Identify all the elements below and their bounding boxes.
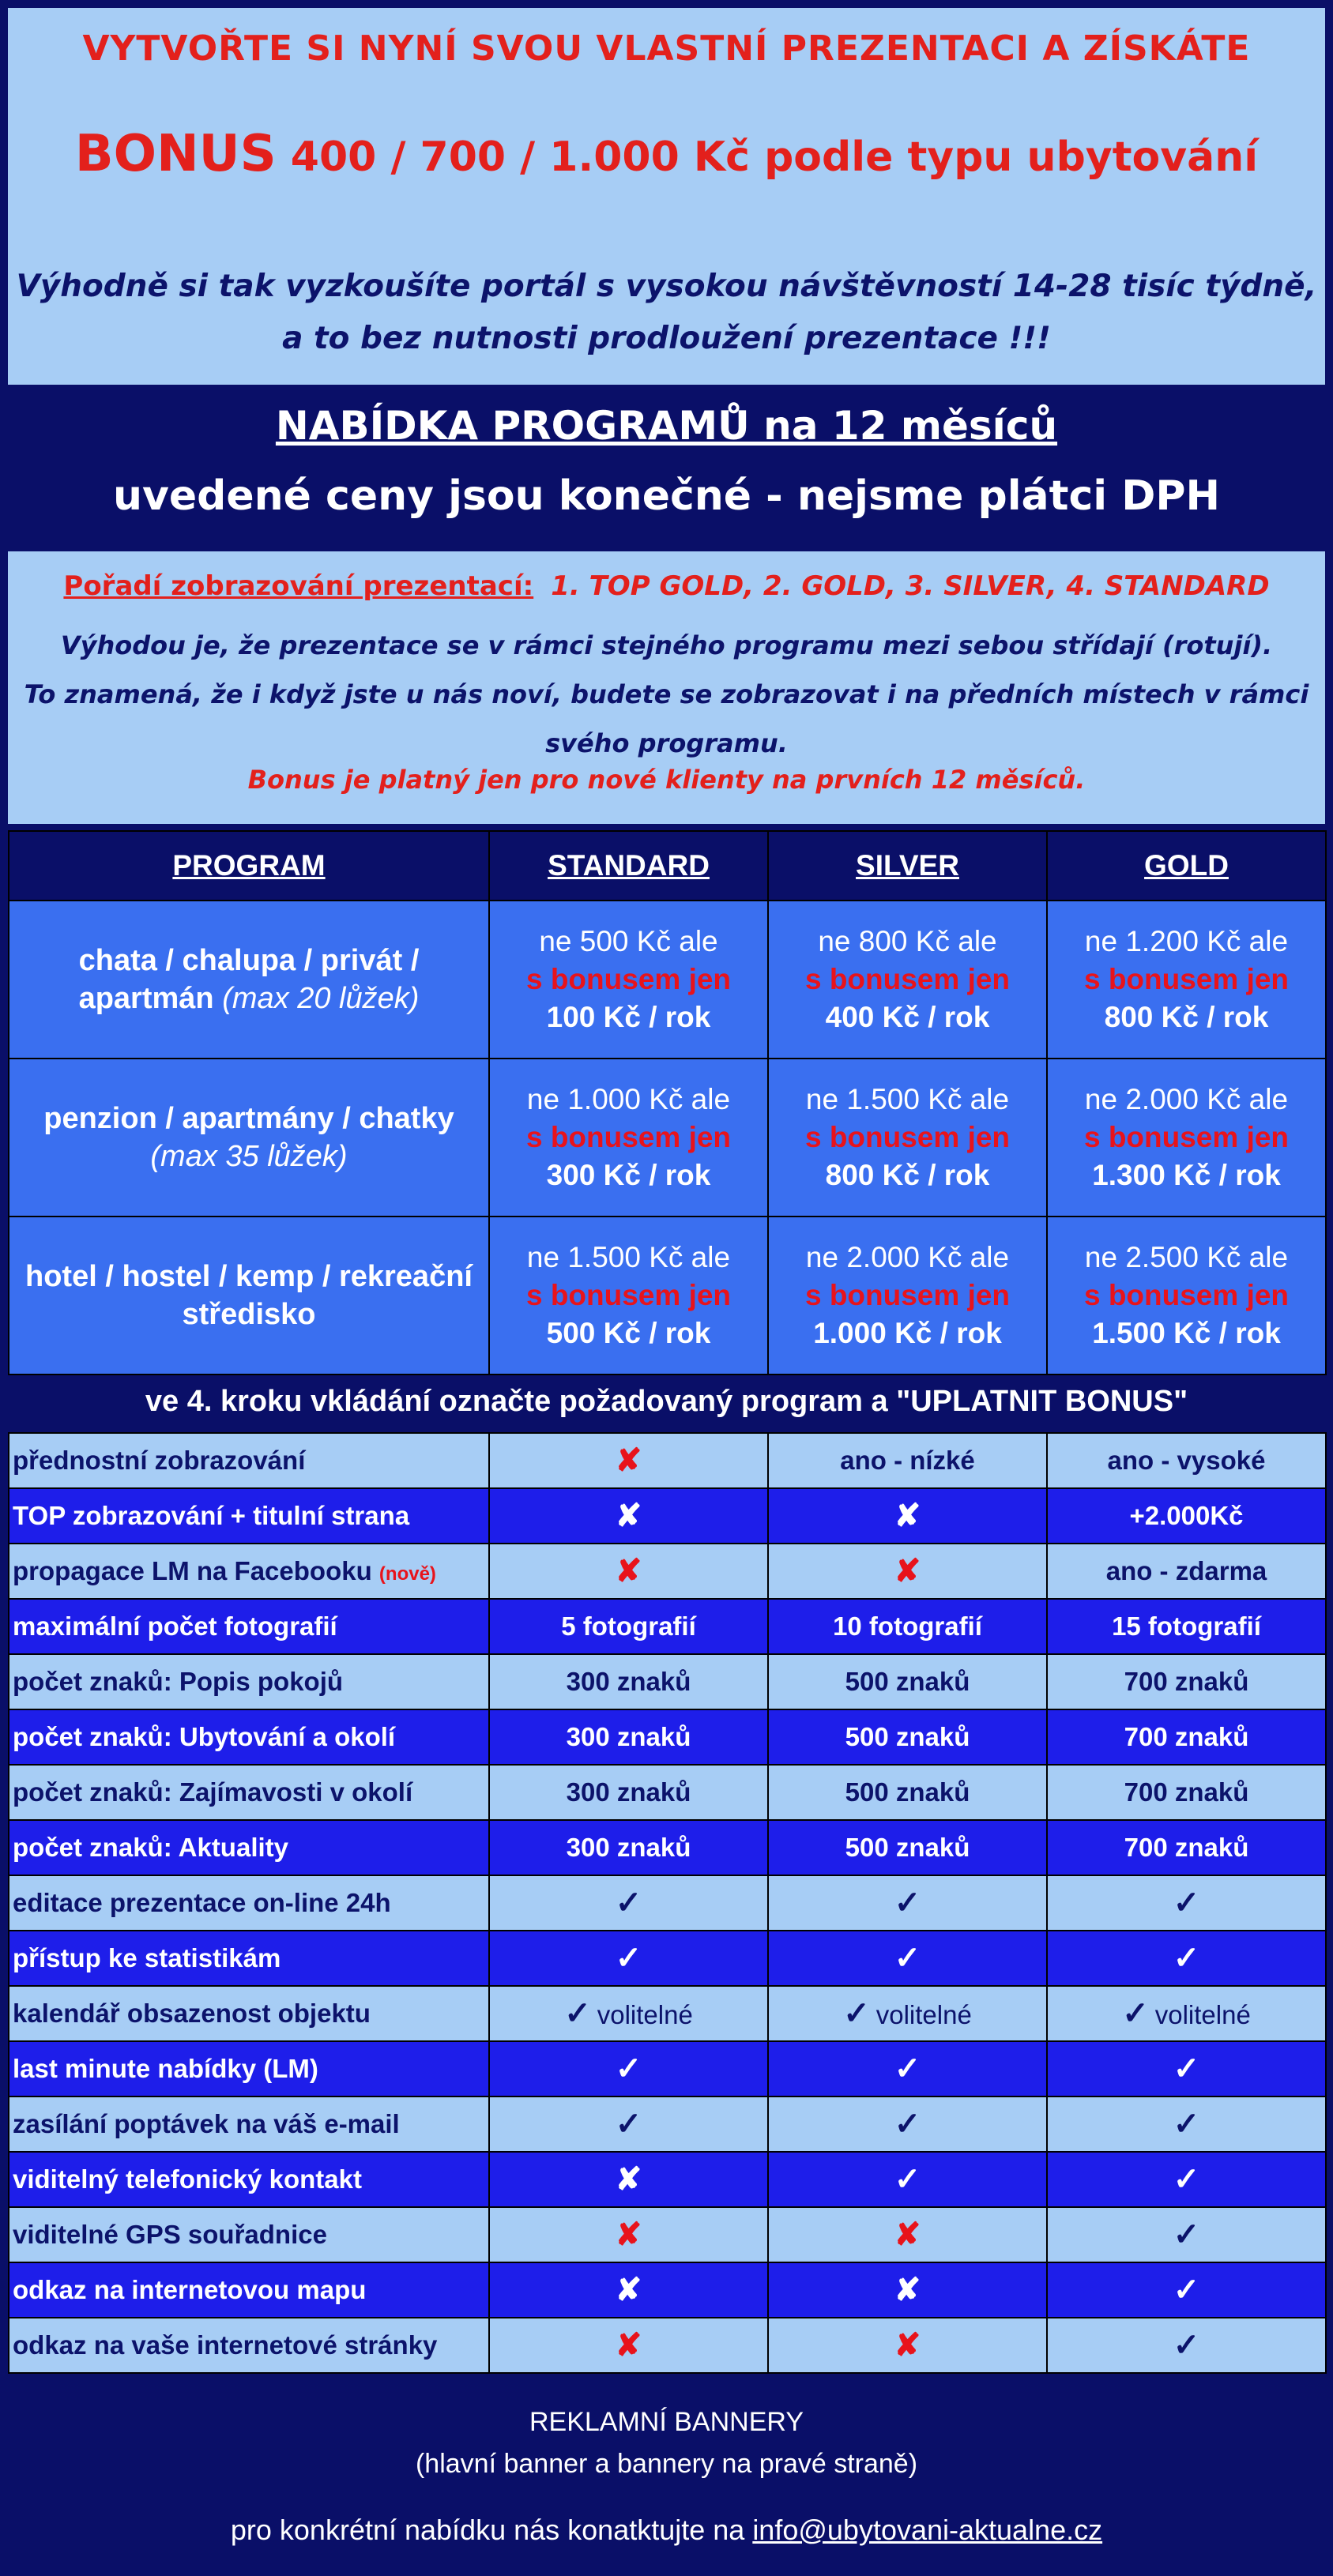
cross-icon: ✘	[615, 2328, 642, 2363]
col-standard: STANDARD	[489, 831, 768, 901]
value-text: 700 znaků	[1124, 1722, 1249, 1751]
value-cell	[489, 2318, 768, 2373]
bonus-price: 800 Kč / rok	[825, 1159, 990, 1191]
feature-label	[9, 1599, 489, 1654]
bonus-price: 300 Kč / rok	[546, 1159, 711, 1191]
pricing-table	[8, 830, 1327, 1375]
price-cell	[768, 1217, 1047, 1374]
bonus-price: 1.000 Kč / rok	[813, 1317, 1002, 1349]
feature-label	[9, 2262, 489, 2318]
display-order-line	[8, 570, 1325, 602]
feature-label-text: počet znaků: Ubytování a okolí	[13, 1722, 396, 1751]
regular-price: ne 1.500 Kč ale	[526, 1241, 731, 1273]
check-icon: ✓	[894, 2107, 921, 2142]
cross-icon: ✘	[894, 2328, 921, 2363]
feature-row	[9, 1986, 1326, 2041]
program-capacity: (max 35 lůžek)	[150, 1140, 348, 1173]
bonus-text: s bonusem jen	[804, 963, 1011, 995]
program-name: penzion / apartmány / chatky	[43, 1102, 454, 1135]
feature-label-text: odkaz na vaše internetové stránky	[13, 2330, 438, 2360]
value-text: 300 znaků	[566, 1667, 691, 1696]
value-text: ano - nízké	[840, 1446, 975, 1475]
check-icon: ✓	[1173, 1886, 1200, 1920]
check-icon: ✓	[615, 2051, 642, 2086]
no-renewal-note: a to bez nutnosti prodloužení prezentace !!!	[282, 321, 1051, 356]
cross-icon: ✘	[615, 1443, 642, 1478]
cross-icon: ✘	[894, 1499, 921, 1533]
value-cell	[1047, 1433, 1326, 1488]
feature-label-text: přednostní zobrazování	[13, 1446, 306, 1475]
value-cell	[1047, 1544, 1326, 1599]
price-cell	[489, 901, 768, 1059]
value-cell	[489, 1488, 768, 1544]
value-cell	[489, 1709, 768, 1765]
optional-label: volitelné	[597, 2000, 693, 2029]
feature-label	[9, 1654, 489, 1709]
value-text: 300 znaků	[566, 1722, 691, 1751]
feature-label-text: viditelný telefonický kontakt	[13, 2164, 362, 2194]
feature-label-text: počet znaků: Zajímavosti v okolí	[13, 1777, 413, 1807]
pricing-row	[9, 901, 1326, 1059]
feature-label-text: počet znaků: Aktuality	[13, 1833, 288, 1862]
feature-label	[9, 1709, 489, 1765]
regular-price: ne 500 Kč ale	[539, 925, 718, 957]
feature-label	[9, 1875, 489, 1931]
bonus-text: s bonusem jen	[1083, 1121, 1290, 1153]
feature-row	[9, 1544, 1326, 1599]
value-cell	[489, 2152, 768, 2207]
regular-price: ne 1.000 Kč ale	[526, 1083, 731, 1115]
cross-icon: ✘	[615, 1499, 642, 1533]
feature-label	[9, 2097, 489, 2152]
feature-label-text: počet znaků: Popis pokojů	[13, 1667, 344, 1696]
value-cell	[489, 1931, 768, 1986]
value-text: 700 znaků	[1124, 1667, 1249, 1696]
value-cell	[1047, 1875, 1326, 1931]
program-cell	[9, 901, 489, 1059]
bonus-price: 500 Kč / rok	[546, 1317, 711, 1349]
check-icon: ✓	[564, 1996, 591, 2031]
feature-row	[9, 1820, 1326, 1875]
feature-row	[9, 1709, 1326, 1765]
bonus-text: s bonusem jen	[525, 963, 732, 995]
value-cell	[768, 1433, 1047, 1488]
programs-subtitle: uvedené ceny jsou konečné - nejsme plátci DPH	[112, 472, 1221, 520]
value-cell	[1047, 1488, 1326, 1544]
value-cell	[1047, 2318, 1326, 2373]
feature-label-text: editace prezentace on-line 24h	[13, 1888, 391, 1917]
feature-label	[9, 1433, 489, 1488]
headline: VYTVOŘTE SI NYNÍ SVOU VLASTNÍ PREZENTACI A ZÍSKÁTE	[82, 28, 1251, 69]
cross-icon: ✘	[894, 1554, 921, 1589]
value-text: 10 fotografií	[833, 1611, 982, 1641]
value-cell	[1047, 1931, 1326, 1986]
price-cell	[1047, 1217, 1326, 1374]
value-cell	[1047, 1986, 1326, 2041]
bonus-text: s bonusem jen	[804, 1279, 1011, 1311]
value-cell	[1047, 2152, 1326, 2207]
price-cell	[489, 1217, 768, 1374]
value-cell	[489, 1544, 768, 1599]
feature-label	[9, 1931, 489, 1986]
rotation-line: Výhodou je, že prezentace se v rámci stejného programu mezi sebou střídají (rotují).	[60, 630, 1273, 660]
value-cell	[1047, 2207, 1326, 2262]
feature-label-text: zasílání poptávek na váš e-mail	[13, 2109, 400, 2138]
regular-price: ne 1.200 Kč ale	[1084, 925, 1289, 957]
regular-price: ne 2.000 Kč ale	[805, 1241, 1010, 1273]
check-icon: ✓	[1122, 1996, 1149, 2031]
price-cell	[1047, 901, 1326, 1059]
check-icon: ✓	[894, 1886, 921, 1920]
value-cell	[489, 2097, 768, 2152]
check-icon: ✓	[894, 1941, 921, 1976]
price-cell	[1047, 1059, 1326, 1217]
banners-title: REKLAMNÍ BANNERY	[529, 2407, 804, 2437]
bonus-price: 1.500 Kč / rok	[1092, 1317, 1281, 1349]
program-cell	[9, 1059, 489, 1217]
bonus-validity-note: Bonus je platný jen pro nové klienty na prvních 12 měsíců.	[247, 765, 1086, 795]
value-cell	[768, 1820, 1047, 1875]
regular-price: ne 800 Kč ale	[818, 925, 997, 957]
feature-label	[9, 1986, 489, 2041]
bonus-price: 100 Kč / rok	[546, 1001, 711, 1033]
bonus-text: s bonusem jen	[1083, 963, 1290, 995]
program-capacity: (max 20 lůžek)	[222, 982, 420, 1015]
value-cell	[768, 1931, 1047, 1986]
feature-row	[9, 1931, 1326, 1986]
traffic-note: Výhodně si tak vyzkoušíte portál s vysokou návštěvností 14-28 tisíc týdně,	[16, 269, 1317, 304]
value-text: 15 fotografií	[1112, 1611, 1261, 1641]
regular-price: ne 2.500 Kč ale	[1084, 1241, 1289, 1273]
feature-label	[9, 2318, 489, 2373]
check-icon: ✓	[615, 1886, 642, 1920]
check-icon: ✓	[1173, 2328, 1200, 2363]
feature-row	[9, 1433, 1326, 1488]
value-cell	[1047, 1654, 1326, 1709]
optional-label: volitelné	[875, 2000, 972, 2029]
program-cell	[9, 1217, 489, 1374]
value-cell	[768, 1544, 1047, 1599]
feature-label-text: TOP zobrazování + titulní strana	[13, 1501, 410, 1530]
value-cell	[768, 2041, 1047, 2097]
price-cell	[489, 1059, 768, 1217]
feature-label-text: last minute nabídky (LM)	[13, 2054, 318, 2083]
bonus-text: s bonusem jen	[525, 1121, 732, 1153]
contact-text: pro konkrétní nabídku nás konatktujte na	[230, 2514, 753, 2546]
check-icon: ✓	[615, 2107, 642, 2142]
pricing-row	[9, 1059, 1326, 1217]
check-icon: ✓	[1173, 1941, 1200, 1976]
value-cell	[489, 1820, 768, 1875]
value-cell	[489, 2262, 768, 2318]
bonus-text: s bonusem jen	[804, 1121, 1011, 1153]
check-icon: ✓	[894, 2051, 921, 2086]
optional-label: volitelné	[1154, 2000, 1251, 2029]
cross-icon: ✘	[615, 2273, 642, 2307]
feature-label	[9, 1488, 489, 1544]
pricing-row	[9, 1217, 1326, 1374]
value-cell	[1047, 2041, 1326, 2097]
col-program: PROGRAM	[9, 831, 489, 901]
value-cell	[1047, 1599, 1326, 1654]
check-icon: ✓	[1173, 2051, 1200, 2086]
feature-row	[9, 2207, 1326, 2262]
display-order-info	[8, 551, 1325, 824]
value-cell	[768, 1654, 1047, 1709]
check-icon: ✓	[1173, 2217, 1200, 2252]
new-clients-line: To znamená, že i když jste u nás noví, budete se zobrazovat i na předních místech v rámci svého programu.	[24, 679, 1309, 758]
display-order-label: Pořadí zobrazování prezentací:	[63, 570, 534, 602]
feature-label-text: odkaz na internetovou mapu	[13, 2275, 367, 2304]
bonus-price: 1.300 Kč / rok	[1092, 1159, 1281, 1191]
bonus-price: 400 Kč / rok	[825, 1001, 990, 1033]
value-text: 500 znaků	[845, 1833, 970, 1862]
banners-subtitle: (hlavní banner a bannery na pravé straně)	[415, 2449, 918, 2479]
value-cell	[489, 1986, 768, 2041]
value-cell	[1047, 1709, 1326, 1765]
program-name: chata / chalupa / privát / apartmán	[78, 944, 420, 1015]
value-cell	[1047, 1765, 1326, 1820]
feature-label	[9, 1820, 489, 1875]
check-icon: ✓	[843, 1996, 870, 2031]
feature-label	[9, 2207, 489, 2262]
bonus-text: s bonusem jen	[1083, 1279, 1290, 1311]
value-text: 500 znaků	[845, 1777, 970, 1807]
col-gold: GOLD	[1047, 831, 1326, 901]
bonus-amounts: 400 / 700 / 1.000 Kč podle typu ubytování	[276, 134, 1259, 181]
pricing-header-row	[9, 831, 1326, 901]
value-text: 700 znaků	[1124, 1777, 1249, 1807]
display-order-levels: 1. TOP GOLD, 2. GOLD, 3. SILVER, 4. STANDARD	[551, 570, 1270, 602]
feature-label-text: propagace LM na Facebooku	[13, 1556, 379, 1585]
feature-row	[9, 2262, 1326, 2318]
value-cell	[768, 2318, 1047, 2373]
value-text: 300 znaků	[566, 1833, 691, 1862]
cross-icon: ✘	[615, 2217, 642, 2252]
feature-row	[9, 1875, 1326, 1931]
feature-label-text: přístup ke statistikám	[13, 1943, 281, 1972]
bonus-step-note: ve 4. kroku vkládání označte požadovaný program a "UPLATNIT BONUS"	[145, 1385, 1188, 1418]
cross-icon: ✘	[894, 2273, 921, 2307]
feature-label	[9, 2152, 489, 2207]
price-cell	[768, 1059, 1047, 1217]
value-cell	[489, 2041, 768, 2097]
value-cell	[1047, 1820, 1326, 1875]
bonus-text: s bonusem jen	[525, 1279, 732, 1311]
value-text: 300 znaků	[566, 1777, 691, 1807]
cross-icon: ✘	[615, 1554, 642, 1589]
cross-icon: ✘	[615, 2162, 642, 2197]
feature-row	[9, 2041, 1326, 2097]
value-cell	[1047, 2262, 1326, 2318]
value-text: 500 znaků	[845, 1722, 970, 1751]
value-cell	[489, 1765, 768, 1820]
value-cell	[768, 2097, 1047, 2152]
rotation-note	[24, 621, 1309, 768]
check-icon: ✓	[1173, 2162, 1200, 2197]
value-cell	[1047, 2097, 1326, 2152]
value-cell	[489, 1654, 768, 1709]
features-table	[8, 1432, 1327, 2374]
value-text: 700 znaků	[1124, 1833, 1249, 1862]
price-cell	[768, 901, 1047, 1059]
program-name: hotel / hostel / kemp / rekreační středisko	[25, 1260, 473, 1331]
feature-label-text: viditelné GPS souřadnice	[13, 2220, 327, 2249]
col-silver: SILVER	[768, 831, 1047, 901]
cross-icon: ✘	[894, 2217, 921, 2252]
check-icon: ✓	[1173, 2107, 1200, 2142]
contact-line	[0, 2514, 1333, 2547]
value-cell	[768, 1599, 1047, 1654]
value-cell	[768, 1488, 1047, 1544]
regular-price: ne 2.000 Kč ale	[1084, 1083, 1289, 1115]
value-cell	[768, 1875, 1047, 1931]
value-text: ano - vysoké	[1107, 1446, 1266, 1475]
feature-label	[9, 1765, 489, 1820]
feature-label	[9, 1544, 489, 1599]
feature-row	[9, 1765, 1326, 1820]
value-text: 5 fotografií	[561, 1611, 696, 1641]
value-cell	[768, 2262, 1047, 2318]
feature-row	[9, 1599, 1326, 1654]
new-badge: (nově)	[378, 1563, 436, 1585]
bonus-word: BONUS	[74, 125, 277, 183]
feature-label-text: kalendář obsazenost objektu	[13, 1999, 371, 2028]
feature-row	[9, 2318, 1326, 2373]
value-text: +2.000Kč	[1129, 1501, 1244, 1530]
value-text: 500 znaků	[845, 1667, 970, 1696]
feature-row	[9, 2152, 1326, 2207]
feature-row	[9, 2097, 1326, 2152]
value-cell	[489, 1599, 768, 1654]
bonus-line	[8, 125, 1325, 183]
feature-label-text: maximální počet fotografií	[13, 1611, 337, 1641]
check-icon: ✓	[615, 1941, 642, 1976]
value-cell	[489, 1875, 768, 1931]
feature-row	[9, 1488, 1326, 1544]
bonus-banner	[8, 8, 1325, 385]
feature-label	[9, 2041, 489, 2097]
value-cell	[768, 2152, 1047, 2207]
value-cell	[768, 1709, 1047, 1765]
check-icon: ✓	[894, 2162, 921, 2197]
programs-title: NABÍDKA PROGRAMŮ na 12 měsíců	[275, 403, 1058, 449]
regular-price: ne 1.500 Kč ale	[805, 1083, 1010, 1115]
value-cell	[768, 1986, 1047, 2041]
value-cell	[768, 1765, 1047, 1820]
value-cell	[768, 2207, 1047, 2262]
value-cell	[489, 1433, 768, 1488]
check-icon: ✓	[1173, 2273, 1200, 2307]
feature-row	[9, 1654, 1326, 1709]
value-text: ano - zdarma	[1105, 1556, 1267, 1585]
contact-email-link[interactable]: info@ubytovani-aktualne.cz	[752, 2514, 1103, 2546]
value-cell	[489, 2207, 768, 2262]
bonus-price: 800 Kč / rok	[1104, 1001, 1269, 1033]
